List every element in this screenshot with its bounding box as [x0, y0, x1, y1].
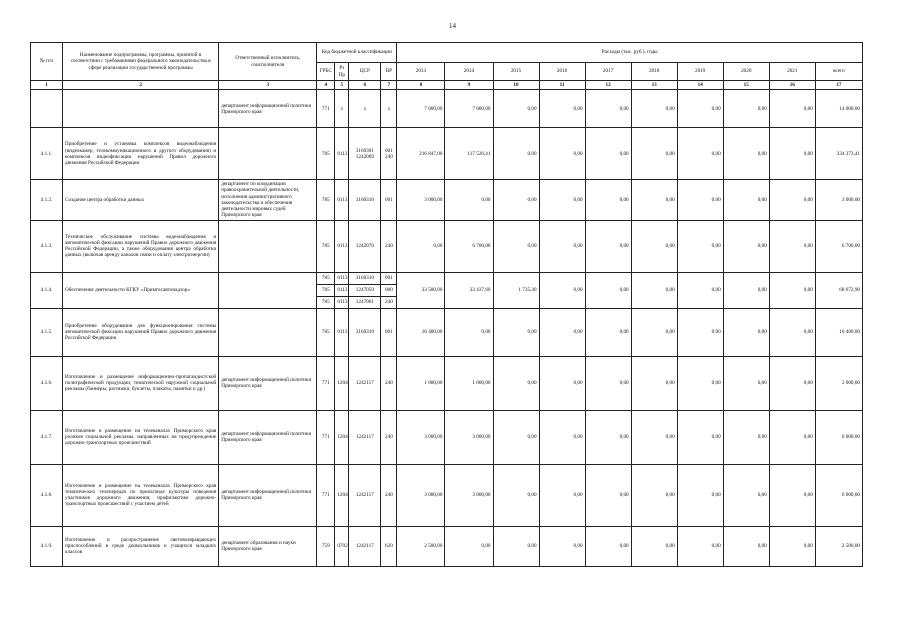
row-vr: 240 — [381, 356, 397, 410]
row-year-value: 0,00 — [585, 356, 631, 410]
row-csr: 3160310 — [349, 308, 381, 356]
row-executor: департамент информационной политики Приморского края — [219, 464, 317, 526]
row-vr: 001 240 — [381, 128, 397, 180]
column-number: 12 — [585, 81, 631, 90]
row-year-value: 0,00 — [769, 272, 815, 308]
table-row — [31, 180, 863, 220]
row-year-value: 0,00 — [723, 180, 769, 220]
row-total: 2 500,00 — [815, 526, 862, 566]
row-year-value: 33 437,60 — [445, 272, 493, 308]
row-csr: 1242070 — [349, 220, 381, 272]
row-grbs: 785 — [317, 220, 335, 272]
row-grbs: 785 — [317, 296, 335, 308]
row-number: 4.1.9. — [31, 526, 63, 566]
row-year-value: 0,00 — [769, 128, 815, 180]
budget-table — [30, 42, 863, 567]
row-year-value: 0,00 — [631, 220, 677, 272]
row-executor: департамент информационной политики Приморского края — [219, 90, 317, 128]
header-executor: Ответственный исполнитель, соисполнители — [219, 43, 317, 81]
column-number: 11 — [539, 81, 585, 90]
row-year-value: 0,00 — [585, 272, 631, 308]
column-number: 16 — [769, 81, 815, 90]
row-year-value: 0,00 — [585, 90, 631, 128]
row-total: 334 373,41 — [815, 128, 862, 180]
column-number: 7 — [381, 81, 397, 90]
row-name: Техническое обслуживание системы видеонаблюдения и автоматической фиксации нарушений Правил дорожного движения Российской Федерации, а также оборудования центра обработки данных (включая аренду каналов связи и оплату электроэнергии) — [63, 220, 219, 272]
row-year-value: 0,00 — [723, 128, 769, 180]
row-csr: 3160310 — [349, 272, 381, 284]
row-name — [63, 90, 219, 128]
row-year-value: 0,00 — [493, 526, 539, 566]
row-csr: 1242117 — [349, 464, 381, 526]
row-year-value: 0,00 — [631, 464, 677, 526]
row-year-value: 0,00 — [493, 464, 539, 526]
row-vr: 001 — [381, 180, 397, 220]
column-number: 15 — [723, 81, 769, 90]
header-year: 2014 — [445, 63, 493, 81]
row-year-value: 2 500,00 — [397, 526, 445, 566]
row-vr: 620 — [381, 526, 397, 566]
column-number-row — [31, 81, 863, 90]
row-number: 4.1.1. — [31, 128, 63, 180]
row-year-value: 0,00 — [539, 410, 585, 464]
row-year-value: 0,00 — [539, 90, 585, 128]
header-rzpr: Рз Пр — [335, 63, 349, 81]
row-year-value: 3 000,00 — [397, 410, 445, 464]
row-year-value: 0,00 — [769, 180, 815, 220]
row-year-value: 0,00 — [723, 410, 769, 464]
row-grbs: 785 — [317, 308, 335, 356]
row-year-value: 0,00 — [585, 464, 631, 526]
row-grbs: 759 — [317, 526, 335, 566]
row-year-value: 0,00 — [677, 128, 723, 180]
header-total: всего — [815, 63, 862, 81]
row-year-value: 0,00 — [539, 308, 585, 356]
row-year-value: 0,00 — [631, 308, 677, 356]
column-number: 9 — [445, 81, 493, 90]
row-vr: 001 — [381, 272, 397, 284]
row-total: 14 000,00 — [815, 90, 862, 128]
row-executor: департамент по координации правоохранительной деятельности, исполнения административного законодательства и обеспечения деятельности мировых судей Приморского края — [219, 180, 317, 220]
row-year-value: 0,00 — [631, 526, 677, 566]
table-row — [31, 90, 863, 128]
header-year: 2018 — [631, 63, 677, 81]
row-year-value: 0,00 — [539, 220, 585, 272]
row-number: 4.1.5. — [31, 308, 63, 356]
row-executor — [219, 220, 317, 272]
row-number: 4.1.6. — [31, 356, 63, 410]
row-executor — [219, 128, 317, 180]
row-year-value: 0,00 — [677, 464, 723, 526]
row-total: 68 672,90 — [815, 272, 862, 308]
row-rzpr: 0113 — [335, 220, 349, 272]
table-row — [31, 308, 863, 356]
row-vr: 240 — [381, 410, 397, 464]
row-year-value: 117 526,41 — [445, 128, 493, 180]
header-grbs: ГРБС — [317, 63, 335, 81]
row-number — [31, 90, 63, 128]
row-year-value: 0,00 — [493, 308, 539, 356]
row-rzpr: 0113 — [335, 272, 349, 284]
row-csr: 3160310 — [349, 180, 381, 220]
row-year-value: 0,00 — [723, 90, 769, 128]
row-vr: х — [381, 90, 397, 128]
row-year-value: 0,00 — [769, 308, 815, 356]
row-year-value: 0,00 — [677, 356, 723, 410]
row-year-value: 0,00 — [539, 272, 585, 308]
row-year-value: 0,00 — [723, 272, 769, 308]
row-year-value: 0,00 — [445, 180, 493, 220]
row-year-value: 0,00 — [397, 220, 445, 272]
row-name: Изготовление и распространение световозвращающих приспособлений в среде дошкольников и учащихся младших классов — [63, 526, 219, 566]
column-number: 3 — [219, 81, 317, 90]
row-year-value: 0,00 — [585, 410, 631, 464]
row-vr: 240 — [381, 296, 397, 308]
row-year-value: 0,00 — [585, 128, 631, 180]
header-year: 2019 — [677, 63, 723, 81]
row-vr: 240 — [381, 464, 397, 526]
row-number: 4.1.4. — [31, 272, 63, 308]
row-total: 6 700,00 — [815, 220, 862, 272]
row-grbs: 785 — [317, 180, 335, 220]
row-rzpr: 0702 — [335, 526, 349, 566]
row-year-value: 10 400,00 — [397, 308, 445, 356]
row-total: 6 000,00 — [815, 464, 862, 526]
row-year-value: 0,00 — [769, 220, 815, 272]
row-year-value: 0,00 — [445, 526, 493, 566]
row-name: Изготовление и размещение информационно-пропагандистской полиграфической продукции, тематической наружной социальной рекламы (баннеры, растяжки, буклеты, плакаты, памятки и др.) — [63, 356, 219, 410]
row-year-value: 0,00 — [631, 180, 677, 220]
row-rzpr: 0113 — [335, 128, 349, 180]
table-row — [31, 356, 863, 410]
row-executor: департамент информационной политики Приморского края — [219, 410, 317, 464]
row-year-value: 1 735,30 — [493, 272, 539, 308]
row-csr: 1242117 — [349, 526, 381, 566]
header-year: 2013 — [397, 63, 445, 81]
row-year-value: 0,00 — [677, 410, 723, 464]
row-year-value: 0,00 — [445, 308, 493, 356]
row-executor: департамент образования и науки Приморского края — [219, 526, 317, 566]
row-number: 4.1.2. — [31, 180, 63, 220]
row-grbs: 785 — [317, 128, 335, 180]
row-year-value: 0,00 — [493, 220, 539, 272]
column-number: 17 — [815, 81, 862, 90]
row-grbs: 771 — [317, 356, 335, 410]
page-number: 14 — [449, 22, 456, 30]
row-total: 2 000,00 — [815, 356, 862, 410]
row-year-value: 1 000,00 — [445, 356, 493, 410]
row-rzpr: х — [335, 90, 349, 128]
column-number: 1 — [31, 81, 63, 90]
table-row — [31, 220, 863, 272]
row-csr: 1242117 — [349, 356, 381, 410]
row-csr: 1242117 — [349, 410, 381, 464]
header-vr: ВР — [381, 63, 397, 81]
row-vr: 001 — [381, 308, 397, 356]
row-executor: департамент информационной политики Приморского края — [219, 356, 317, 410]
table-row — [31, 526, 863, 566]
row-year-value: 33 500,00 — [397, 272, 445, 308]
row-rzpr: 0113 — [335, 180, 349, 220]
row-year-value: 0,00 — [769, 90, 815, 128]
row-year-value: 0,00 — [631, 128, 677, 180]
column-number: 10 — [493, 81, 539, 90]
row-vr: 240 — [381, 220, 397, 272]
row-number: 4.1.7. — [31, 410, 63, 464]
row-vr: 000 — [381, 284, 397, 296]
row-grbs: 771 — [317, 90, 335, 128]
row-year-value: 0,00 — [539, 180, 585, 220]
row-year-value: 3 000,00 — [445, 410, 493, 464]
row-year-value: 0,00 — [539, 464, 585, 526]
row-year-value: 0,00 — [769, 410, 815, 464]
row-year-value: 0,00 — [493, 90, 539, 128]
row-year-value: 7 000,00 — [397, 90, 445, 128]
header-name: Наименование подпрограммы, программы, принятой в соответствии с требованиями федерального законодательства в сфере реализации государственной программы — [63, 43, 219, 81]
row-year-value: 7 000,00 — [445, 90, 493, 128]
row-year-value: 0,00 — [677, 90, 723, 128]
row-year-value: 0,00 — [677, 308, 723, 356]
row-executor — [219, 272, 317, 308]
row-year-value: 0,00 — [585, 180, 631, 220]
row-year-value: 0,00 — [677, 220, 723, 272]
row-total: 6 000,00 — [815, 410, 862, 464]
header-kbk: Код бюджетной классификации — [317, 43, 397, 63]
row-rzpr: 1204 — [335, 410, 349, 464]
row-year-value: 216 847,00 — [397, 128, 445, 180]
row-name: Обеспечение деятельности КГКУ «Примгосавтонадзор» — [63, 272, 219, 308]
table-body — [31, 90, 863, 566]
row-year-value: 0,00 — [723, 356, 769, 410]
row-rzpr: 0113 — [335, 296, 349, 308]
row-year-value: 0,00 — [631, 272, 677, 308]
header-year: 2017 — [585, 63, 631, 81]
table-header — [31, 43, 863, 90]
row-year-value: 6 700,00 — [445, 220, 493, 272]
row-grbs: 785 — [317, 272, 335, 284]
row-rzpr: 0113 — [335, 308, 349, 356]
row-total: 10 400,00 — [815, 308, 862, 356]
row-name: Приобретение и установка комплексов видеонаблюдения (видеокамер, телекоммуникационного и другого оборудования) и комплексов видеофиксации нарушений Правил дорожного движения Российской Федерации — [63, 128, 219, 180]
header-no: № п/п — [31, 43, 63, 81]
row-year-value: 0,00 — [723, 308, 769, 356]
row-year-value: 0,00 — [539, 128, 585, 180]
table-row — [31, 128, 863, 180]
row-year-value: 0,00 — [493, 410, 539, 464]
row-csr: 1247061 — [349, 296, 381, 308]
column-number: 6 — [349, 81, 381, 90]
row-number: 4.1.3. — [31, 220, 63, 272]
row-year-value: 0,00 — [539, 356, 585, 410]
row-csr: 1247059 — [349, 284, 381, 296]
row-year-value: 1 000,00 — [397, 356, 445, 410]
row-year-value: 0,00 — [631, 356, 677, 410]
row-year-value: 0,00 — [493, 128, 539, 180]
row-year-value: 0,00 — [769, 356, 815, 410]
row-name: Изготовление и размещение на телеканалах Приморского края тематических телепередач по пропаганде культуры поведения участников дорожного движения, профилактике дорожно-транспортных происшествий с участием детей — [63, 464, 219, 526]
header-csr: ЦСР — [349, 63, 381, 81]
column-number: 14 — [677, 81, 723, 90]
row-year-value: 0,00 — [723, 526, 769, 566]
row-year-value: 0,00 — [585, 220, 631, 272]
row-grbs: 771 — [317, 464, 335, 526]
column-number: 13 — [631, 81, 677, 90]
row-grbs: 771 — [317, 410, 335, 464]
table-row — [31, 410, 863, 464]
column-number: 8 — [397, 81, 445, 90]
header-year: 2015 — [493, 63, 539, 81]
header-year: 2020 — [723, 63, 769, 81]
row-year-value: 0,00 — [769, 526, 815, 566]
row-year-value: 0,00 — [677, 526, 723, 566]
header-expenses: Расходы (тыс. руб.), годы — [397, 43, 863, 63]
row-rzpr: 1204 — [335, 356, 349, 410]
header-year: 2016 — [539, 63, 585, 81]
row-name: Создание центра обработки данных — [63, 180, 219, 220]
row-year-value: 3 000,00 — [445, 464, 493, 526]
row-year-value: 0,00 — [539, 526, 585, 566]
row-grbs: 785 — [317, 284, 335, 296]
table-row — [31, 272, 863, 284]
row-rzpr: 0113 — [335, 284, 349, 296]
row-year-value: 0,00 — [585, 308, 631, 356]
row-year-value: 0,00 — [677, 272, 723, 308]
row-total: 3 000,00 — [815, 180, 862, 220]
column-number: 4 — [317, 81, 335, 90]
row-year-value: 3 000,00 — [397, 464, 445, 526]
column-number: 5 — [335, 81, 349, 90]
row-year-value: 0,00 — [723, 220, 769, 272]
row-number: 4.1.8. — [31, 464, 63, 526]
row-year-value: 0,00 — [631, 90, 677, 128]
row-csr: 3160301 1242069 — [349, 128, 381, 180]
header-year: 2021 — [769, 63, 815, 81]
row-year-value: 0,00 — [493, 356, 539, 410]
row-name: Изготовление и размещение на телеканалах Приморского края роликов социальной рекламы, направленных на предупреждение дорожно-транспортных происшествий — [63, 410, 219, 464]
row-year-value: 0,00 — [631, 410, 677, 464]
row-executor — [219, 308, 317, 356]
row-rzpr: 1204 — [335, 464, 349, 526]
table-row — [31, 464, 863, 526]
row-csr: х — [349, 90, 381, 128]
row-year-value: 3 000,00 — [397, 180, 445, 220]
row-year-value: 0,00 — [585, 526, 631, 566]
row-year-value: 0,00 — [677, 180, 723, 220]
column-number: 2 — [63, 81, 219, 90]
row-year-value: 0,00 — [493, 180, 539, 220]
row-year-value: 0,00 — [769, 464, 815, 526]
row-name: Приобретение оборудования для функционирования системы автоматической фиксации нарушений Правил дорожного движения Российской Федерации — [63, 308, 219, 356]
row-year-value: 0,00 — [723, 464, 769, 526]
